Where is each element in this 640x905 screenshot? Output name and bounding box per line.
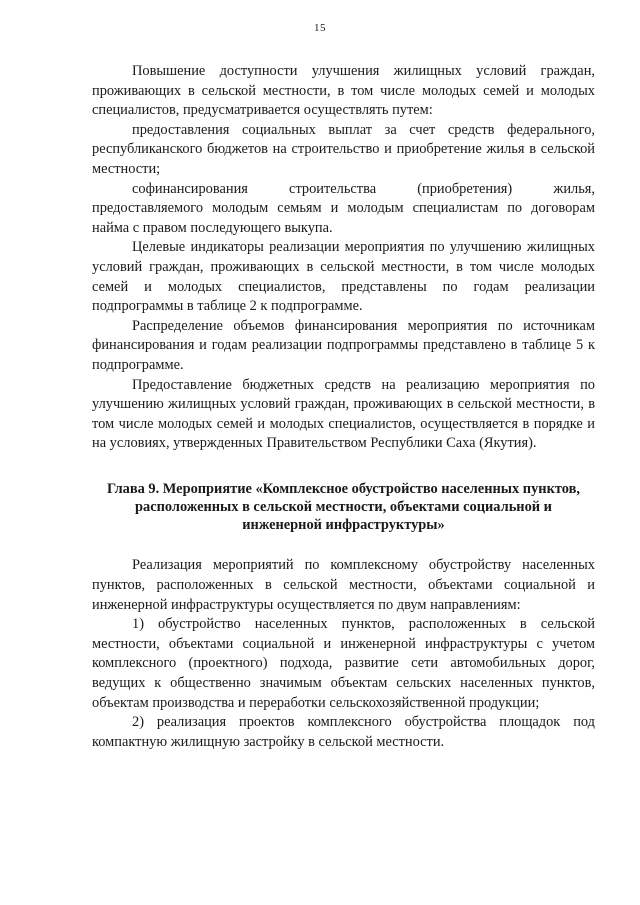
list-item-direction-1: 1) обустройство населенных пунктов, расположенных в сельской местности, объектами социальной и инженерной инфраструктуры с учетом комплексного (проектного) подхода, развитие сети автомобильных дорог, ведущих к общественно значимым объектам сельских населенных пунктов, объектам производства и переработки сельскохозяйственной продукции; (92, 616, 595, 711)
page-number: 15 (314, 22, 326, 34)
paragraph-target-indicators: Целевые индикаторы реализации мероприятия по улучшению жилищных условий граждан, проживающих в сельской местности, в том числе молодых семей и молодых специалистов, представлены по годам реализации подпрограммы в таблице 2 к подпрограмме. (92, 239, 595, 315)
chapter-title: Глава 9. Мероприятие «Комплексное обустройство населенных пунктов, расположенных в сельской местности, объектами социальной и инженерной инфраструктуры» (107, 480, 580, 534)
paragraph-chapter-intro: Реализация мероприятий по комплексному обустройству населенных пунктов, расположенных в сельской местности, объектами социальной и инженерной инфраструктуры осуществляется по двум направлениям: (92, 557, 595, 613)
paragraph-social-payments: предоставления социальных выплат за счет средств федерального, республиканского бюджетов на строительство и приобретение жилья в сельской местности; (92, 121, 595, 177)
paragraph-funding-distribution: Распределение объемов финансирования мероприятия по источникам финансирования и годам реализации подпрограммы представлено в таблице 5 к подпрограмме. (92, 317, 595, 373)
page-body (92, 62, 595, 752)
paragraph-budget-provision: Предоставление бюджетных средств на реализацию мероприятия по улучшению жилищных условий граждан, проживающих в сельской местности, в том числе молодых семей и молодых специалистов, осуществляется в порядке и на условиях, утвержденных Правительством Республики Саха (Якутия). (92, 376, 595, 452)
paragraph-cofinancing: софинансирования строительства (приобретения) жилья, предоставляемого молодым семьям и молодым специалистам по договорам найма с правом последующего выкупа. (92, 180, 595, 236)
title-spacer (92, 534, 595, 556)
paragraph-intro: Повышение доступности улучшения жилищных условий граждан, проживающих в сельской местности, в том числе молодых семей и молодых специалистов, предусматривается осуществлять путем: (92, 63, 595, 119)
list-item-direction-2: 2) реализация проектов комплексного обустройства площадок под компактную жилищную застройку в сельской местности. (92, 714, 595, 750)
